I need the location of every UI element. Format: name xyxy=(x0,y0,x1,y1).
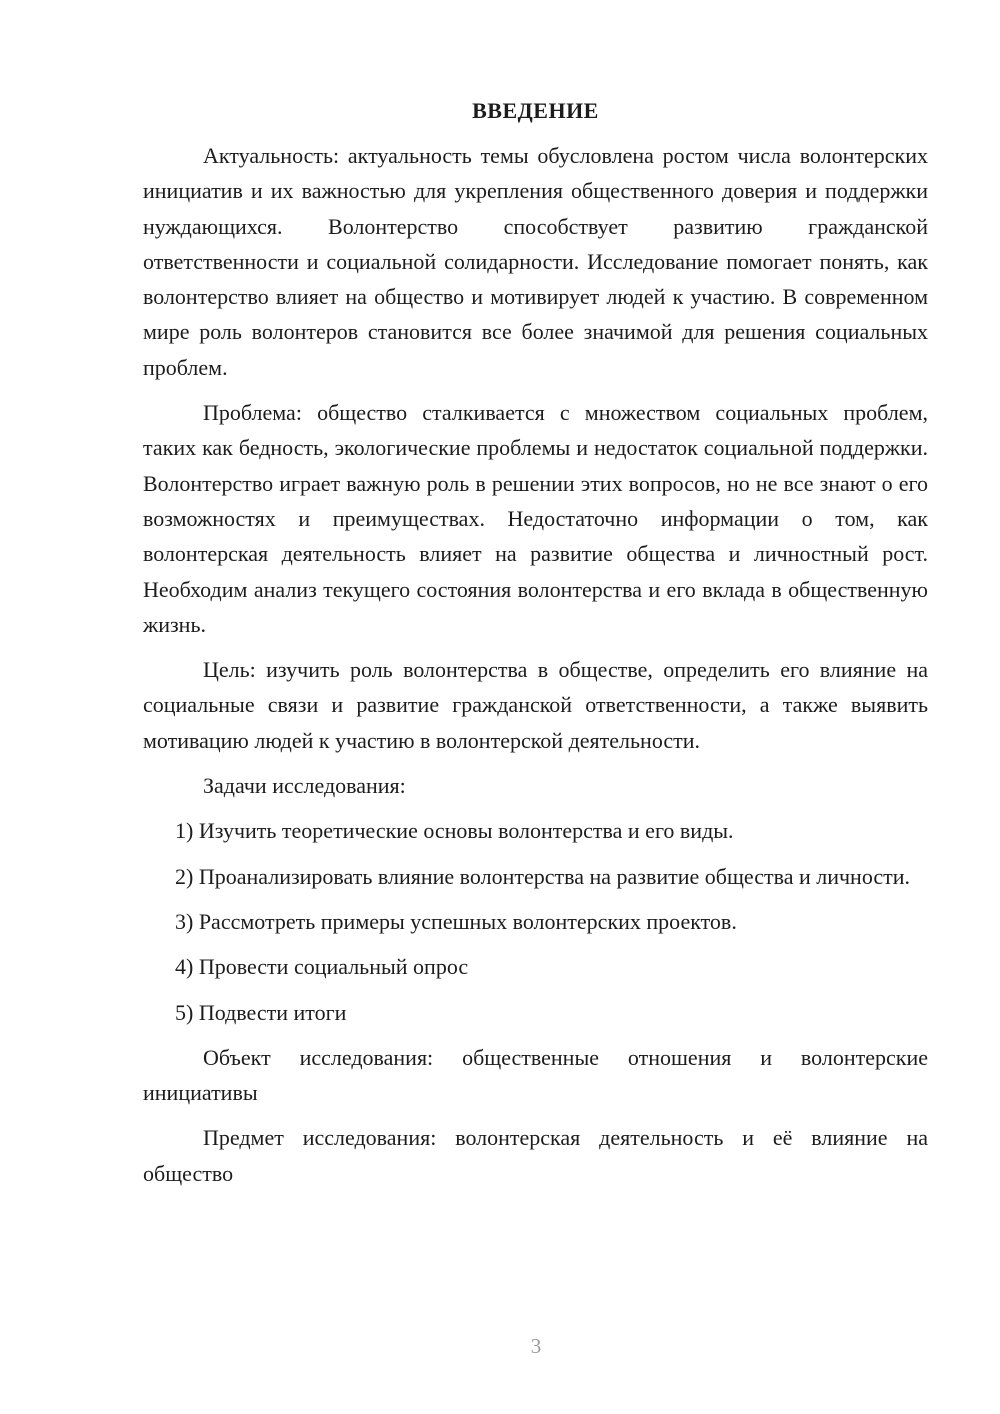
tasks-label: Задачи исследования: xyxy=(203,773,406,799)
task-item: 2) Проанализировать влияние волонтерства на развитие общества и личности. xyxy=(175,863,911,889)
page-body xyxy=(143,96,928,1201)
problem-paragraph: Проблема: общество сталкивается с множеством социальных проблем, таких как бедность, экологические проблемы и недостаток социальной поддержки. Волонтерство играет важную роль в решении этих вопросов, но не все знают о его возможностях и преимуществах. Недостаточно информации о том, как волонтерская деятельность влияет на развитие общества и личностный рост. Необходим анализ текущего состояния волонтерства и его вклада в общественную жизнь. xyxy=(143,400,928,637)
task-item: 4) Провести социальный опрос xyxy=(175,954,469,980)
page-number: 3 xyxy=(530,1334,542,1358)
task-item: 5) Подвести итоги xyxy=(175,999,347,1025)
task-item: 3) Рассмотреть примеры успешных волонтерских проектов. xyxy=(175,908,737,934)
object-paragraph: Объект исследования: общественные отношения и волонтерские инициативы xyxy=(143,1044,928,1106)
goal-paragraph: Цель: изучить роль волонтерства в обществе, определить его влияние на социальные связи и развитие гражданской ответственности, а также выявить мотивацию людей к участию в волонтерской деятельности. xyxy=(143,657,928,753)
subject-paragraph: Предмет исследования: волонтерская деятельность и её влияние на общество xyxy=(143,1125,928,1186)
section-heading: ВВЕДЕНИЕ xyxy=(472,98,599,123)
task-item: 1) Изучить теоретические основы волонтерства и его виды. xyxy=(175,818,734,844)
relevance-paragraph: Актуальность: актуальность темы обусловлена ростом числа волонтерских инициатив и их важностью для укрепления общественного доверия и поддержки нуждающихся. Волонтерство способствует развитию гражданской ответственности и социальной солидарности. Исследование помогает понять, как волонтерство влияет на общество и мотивирует людей к участию. В современном мире роль волонтеров становится все более значимой для решения социальных проблем. xyxy=(143,143,928,380)
